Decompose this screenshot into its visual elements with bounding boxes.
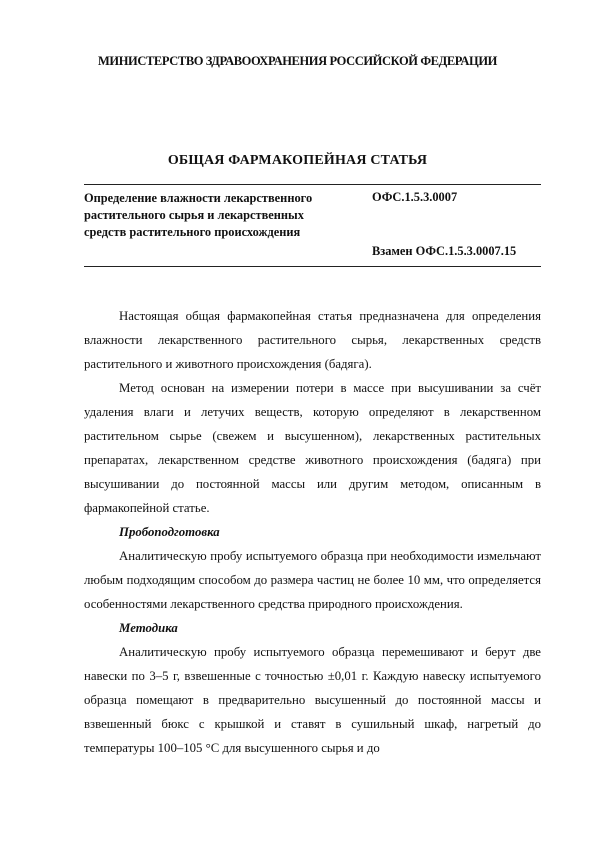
document-title: ОБЩАЯ ФАРМАКОПЕЙНАЯ СТАТЬЯ [167, 153, 428, 168]
section-heading-sample-prep: Пробоподготовка [119, 525, 220, 539]
replaces-code: Взамен ОФС.1.5.3.0007.15 [372, 244, 517, 258]
top-divider [84, 184, 541, 185]
section-heading-procedure: Методика [119, 621, 178, 635]
paragraph-procedure: Аналитическую пробу испытуемого образца перемешивают и берут две навески по 3–5 г, взвешенные с точностью ±0,01 г. Каждую навеску испытуемого образца помещают в предварительно высушенный до постоянной массы и взвешенный бюкс с крышкой и ставят в сушильный шкаф, нагретый до температуры 100–105 °С для высушенного сырья и до [84, 645, 541, 755]
paragraph-intro: Настоящая общая фармакопейная статья предназначена для определения влажности лекарственного растительного сырья, лекарственных средств растительного и животного происхождения (бадяга). [84, 309, 541, 371]
article-code: ОФС.1.5.3.0007 [372, 190, 458, 204]
ministry-heading: МИНИСТЕРСТВО ЗДРАВООХРАНЕНИЯ РОССИЙСКОЙ ФЕДЕРАЦИИ [98, 54, 497, 68]
article-body [84, 304, 541, 760]
article-subject: Определение влажности лекарственного растительного сырья и лекарственных средств растительного происхождения [84, 191, 313, 239]
paragraph-method: Метод основан на измерении потери в массе при высушивании за счёт удаления влаги и летучих веществ, которую определяют в лекарственном растительном сырье (свежем и высушенном), лекарственных растительных препаратах, лекарственном средстве животного происхождения (бадяга) при высушивании до постоянной массы или другим методом, описанным в фармакопейной статье. [84, 381, 541, 515]
bottom-divider [84, 266, 541, 267]
paragraph-sample-prep: Аналитическую пробу испытуемого образца при необходимости измельчают любым подходящим способом до размера частиц не более 10 мм, что определяется особенностями лекарственного средства природного происхождения. [84, 549, 541, 611]
